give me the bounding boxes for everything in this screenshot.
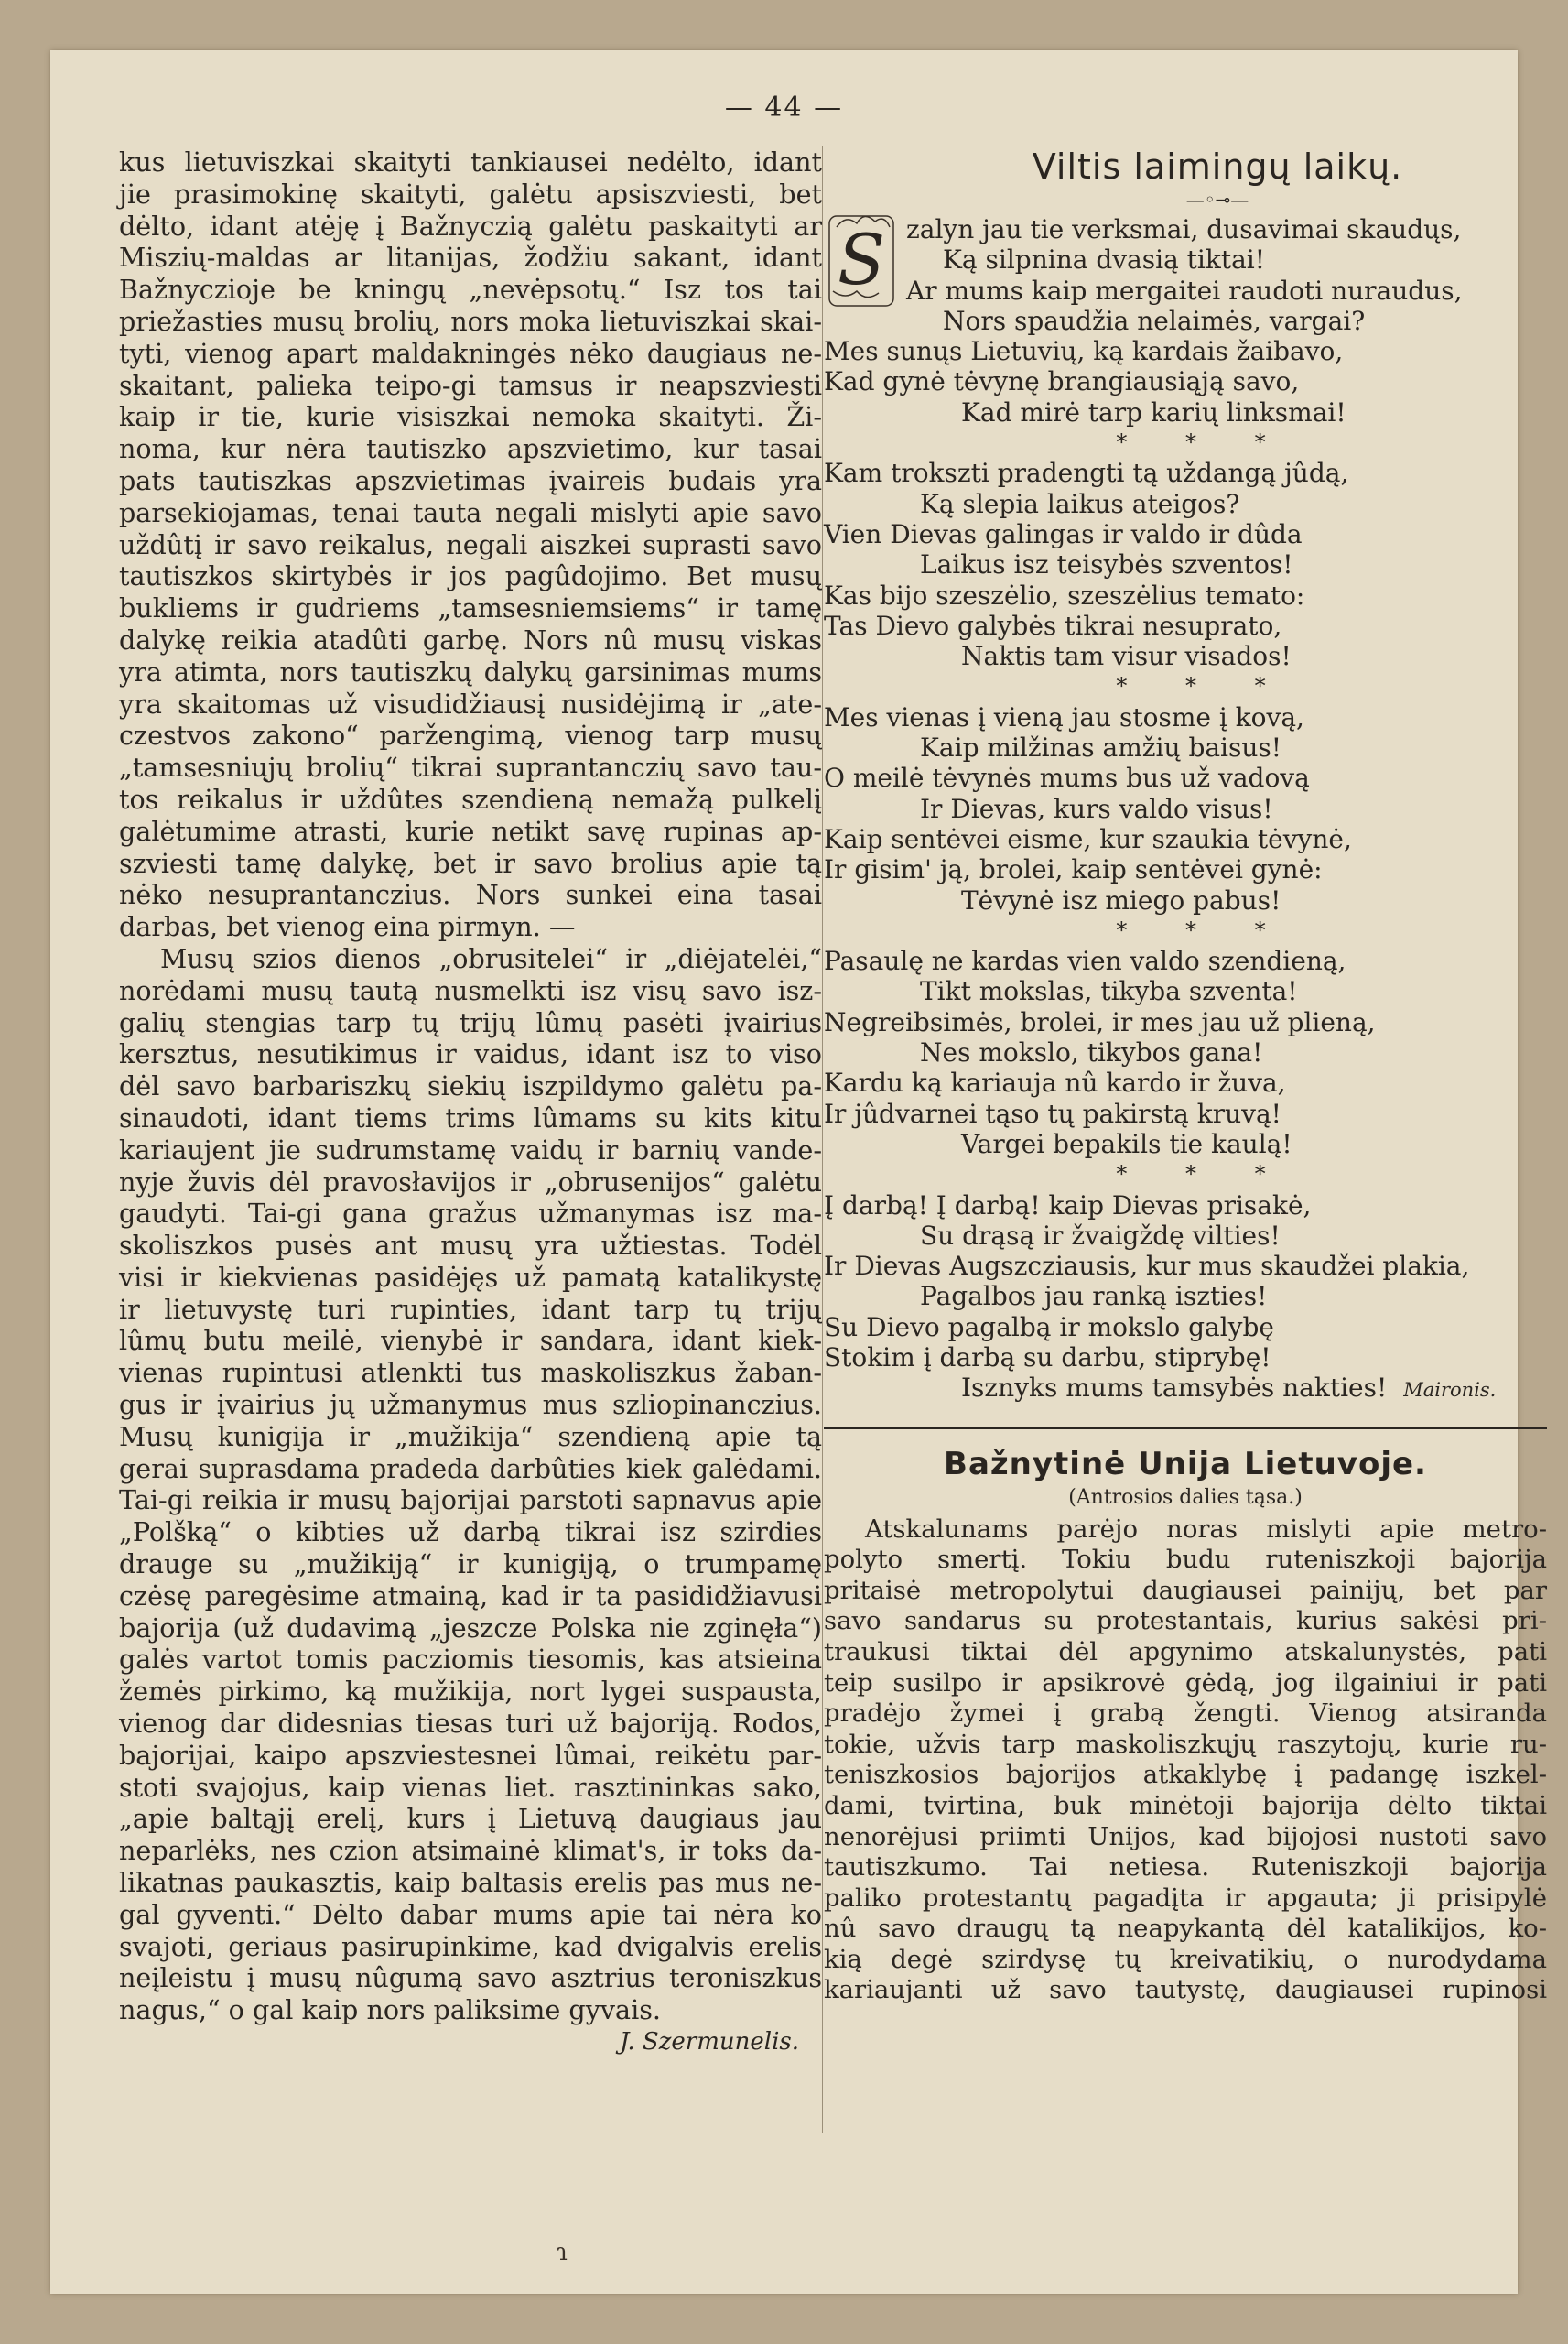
text-line: Bažnyczioje be kningų „nevėpsotų.“ Isz tos tai bbox=[119, 274, 822, 306]
poem-line: Negreibsimės, brolei, ir mes jau už plieną, bbox=[824, 1006, 1376, 1037]
poem-line: Ir Dievas, kurs valdo visus! bbox=[920, 793, 1273, 824]
stanza-separator: * * * bbox=[1116, 1161, 1292, 1188]
text-line: tokie, užvis tarp maskoliszkųjų raszytojų, kurie ru- bbox=[824, 1729, 1547, 1759]
text-line: noma, kur nėra tautiszko apszvietimo, kur tasai bbox=[119, 433, 822, 465]
text-line: sinaudoti, idant tiems trims lûmams su kits kitu bbox=[119, 1101, 822, 1134]
poem-line: Kardu ką kariauja nû kardo ir žuva, bbox=[824, 1068, 1286, 1099]
poem-title: Viltis laimingų laikų. bbox=[1032, 146, 1403, 187]
poem-final-line bbox=[824, 1373, 1547, 1405]
text-line: teip susilpo ir apsikrovė gėdą, jog ilgainiui ir pati bbox=[824, 1667, 1547, 1698]
poem-line: Ar mums kaip mergaitei raudoti nuraudus, bbox=[906, 275, 1463, 306]
text-line: lûmų butu meilė, vienybė ir sandara, idant kiek- bbox=[119, 1325, 822, 1357]
poem-line: Tas Dievo galybės tikrai nesuprato, bbox=[824, 610, 1282, 641]
text-line: savo sandarus su protestantais, kurius sakėsi pri- bbox=[824, 1606, 1547, 1636]
text-line: tyti, vienog apart maldakningės nėko daugiaus ne- bbox=[119, 337, 822, 369]
article-title: Bažnytinė Unija Lietuvoje. bbox=[944, 1445, 1427, 1482]
text-line: uždûtį ir savo reikalus, negali aiszkei suprasti savo bbox=[119, 528, 822, 560]
poem-line: Kaip milžinas amžių baisus! bbox=[920, 732, 1282, 764]
text-line: nenorėjusi priimti Unijos, kad bijojosi nustoti savo bbox=[824, 1821, 1547, 1851]
column-divider bbox=[822, 146, 823, 2133]
text-line: teniszkosios bajorijos atkaklybę į padangę iszkel- bbox=[824, 1760, 1547, 1790]
text-line: stoti svajojus, kaip vienas liet. rasztininkas sako, bbox=[119, 1771, 822, 1803]
poem-line: Ir jûdvarnei tąso tų pakirstą kruvą! bbox=[824, 1098, 1281, 1129]
poem-line: Su Dievo pagalbą ir mokslo galybę bbox=[824, 1311, 1274, 1342]
poem-line: Mes sunųs Lietuvių, ką kardais žaibavo, bbox=[824, 336, 1344, 367]
newspaper-page bbox=[50, 50, 1547, 2294]
stanza-separator: * * * bbox=[1116, 917, 1292, 943]
poem-author: Maironis. bbox=[1403, 1379, 1497, 1402]
text-line: svajoti, geriaus pasirupinkime, kad dvigalvis erelis bbox=[119, 1930, 822, 1962]
text-line: dėl savo barbariszkų siekių iszpildymo galėtu pa- bbox=[119, 1070, 822, 1102]
poem-line: zalyn jau tie verksmai, dusavimai skaudųs, bbox=[906, 214, 1462, 244]
poem-line: Nors spaudžia nelaimės, vargai? bbox=[943, 305, 1366, 336]
right-column bbox=[824, 146, 1547, 2006]
text-line: neparlėks, nes czion atsimainė klimat's, ir toks da- bbox=[119, 1835, 822, 1867]
text-line: Atskalunams parėjo noras mislyti apie metro- bbox=[865, 1514, 1547, 1544]
text-line: galių stengias tarp tų trijų lûmų pasėti įvairius bbox=[119, 1006, 822, 1038]
poem-line: Vargei bepakils tie kaulą! bbox=[961, 1128, 1292, 1159]
text-line: kariaujent jie sudrumstamę vaidų ir barnių vande- bbox=[119, 1134, 822, 1166]
stanza-separator: * * * bbox=[1116, 429, 1292, 456]
text-line: žemės pirkimo, ką mužikija, nort lygei suspausta, bbox=[119, 1676, 822, 1708]
text-line: nû savo draugų tą neapykantą dėl katalikijos, ko- bbox=[824, 1914, 1547, 1944]
text-line: skoliszkos pusės ant musų yra užtiestas. Todėl bbox=[119, 1230, 822, 1262]
poem-line: Ir gisim' ją, brolei, kaip sentėvei gynė: bbox=[824, 854, 1323, 885]
text-line: galės vartot tomis pacziomis tiesomis, kas atsieina bbox=[119, 1644, 822, 1676]
text-line: „apie baltąjį erelį, kurs į Lietuvą daugiaus jau bbox=[119, 1803, 822, 1835]
text-line: darbas, bet vienog eina pirmyn. — bbox=[119, 911, 576, 943]
text-line: traukusi tiktai dėl apgynimo atskalunystės, pati bbox=[824, 1636, 1547, 1666]
poem-line: Laikus isz teisybės szventos! bbox=[920, 549, 1293, 581]
text-line: szviesti tamę dalykę, bet ir savo brolius apie tą bbox=[119, 847, 822, 879]
text-line: vienog dar didesnias tiesas turi už bajoriją. Rodos, bbox=[119, 1708, 822, 1740]
stanza-separator: * * * bbox=[1116, 673, 1292, 700]
title-ornament: —◦⊸— bbox=[1185, 189, 1249, 211]
text-line: visi ir kiekvienas pasidėjęs už pamatą katalikystę bbox=[119, 1261, 822, 1293]
text-line: tos reikalus ir uždûtes szendieną nemažą pulkelį bbox=[119, 783, 822, 815]
text-line: paliko protestantų pagadįta ir apgauta; ji prisipylė bbox=[824, 1883, 1547, 1913]
ornamental-dropcap-icon bbox=[824, 209, 899, 311]
poem-body bbox=[824, 214, 1547, 1406]
poem-line: Tikt mokslas, tikyba szventa! bbox=[920, 976, 1298, 1007]
poem-line: Mes vienas į vieną jau stosme į kovą, bbox=[824, 701, 1304, 732]
poem-line: O meilė tėvynės mums bus už vadovą bbox=[824, 763, 1310, 794]
poem-line: Naktis tam visur visados! bbox=[961, 641, 1292, 672]
text-line: kus lietuviszkai skaityti tankiausei nedėlto, idant bbox=[119, 146, 822, 178]
text-line: bajorijai, kaipo apszviestesnei lûmai, reikėtu par- bbox=[119, 1739, 822, 1771]
text-line: dami, tvirtina, buk minėtoji bajorija dėlto tiktai bbox=[824, 1790, 1547, 1820]
text-line: czestvos zakono“ paržengimą, vienog tarp musų bbox=[119, 720, 822, 752]
poem-line: Vien Dievas galingas ir valdo ir dûda bbox=[824, 518, 1303, 549]
text-line: neįleistu į musų nûgumą savo asztrius teroniszkus bbox=[119, 1962, 822, 1994]
poem-line: Pasaulę ne kardas vien valdo szendieną, bbox=[824, 946, 1346, 977]
left-column bbox=[119, 146, 822, 2056]
text-line: skaitant, palieka teipo-gi tamsus ir neapszviesti bbox=[119, 369, 822, 401]
text-line: nyje žuvis dėl pravosłavijos ir „obrusenijos“ galėtu bbox=[119, 1166, 822, 1198]
text-line: dalykę reikia atadûti garbę. Nors nû musų viskas bbox=[119, 624, 822, 656]
text-line: pradėjo žymei į grabą žengti. Vienog atsiranda bbox=[824, 1698, 1547, 1729]
text-line: Musų kunigija ir „mužikija“ szendieną apie tą bbox=[119, 1420, 822, 1452]
text-line: polyto smertį. Tokiu budu ruteniszkoji bajorija bbox=[824, 1545, 1547, 1575]
article-signature: J. Szermunelis. bbox=[619, 2028, 799, 2056]
text-line: kersztus, nesutikimus ir vaidus, idant isz to viso bbox=[119, 1038, 822, 1070]
text-line: „tamsesniųjų brolių“ tikrai suprantanczių savo tau- bbox=[119, 752, 822, 784]
text-line: bajorija (už dudavimą „jeszcze Polska nie zginęła“) bbox=[119, 1612, 822, 1644]
text-line: kią degė szirdysę tų kreivatikių, o nurodydama bbox=[824, 1944, 1547, 1974]
article-body-text bbox=[824, 1514, 1547, 2007]
poem-line: Kas bijo szeszėlio, szeszėlius temato: bbox=[824, 580, 1305, 611]
poem-line: Ką slepia laikus ateigos? bbox=[920, 488, 1240, 519]
text-line: „Polšką“ o kibties už darbą tikrai isz szirdies bbox=[119, 1516, 822, 1548]
poem-line: Kaip sentėvei eisme, kur szaukia tėvynė, bbox=[824, 823, 1352, 854]
poem-line: Kad gynė tėvynę brangiausiąją savo, bbox=[824, 366, 1300, 397]
poem-line: Kad mirė tarp karių linksmai! bbox=[961, 396, 1346, 428]
text-line: bukliems ir gudriems „tamsesniemsiems“ ir tamę bbox=[119, 592, 822, 624]
text-line: ir lietuvystę turi rupinties, idant tarp tų trijų bbox=[119, 1293, 822, 1325]
text-line: gaudyti. Tai-gi gana gražus užmanymas isz ma- bbox=[119, 1198, 822, 1230]
text-line: czėsę paregėsime atmainą, kad ir ta pasididžiavusi bbox=[119, 1579, 822, 1612]
text-line: drauge su „mužikiją“ ir kunigiją, o trumpamę bbox=[119, 1548, 822, 1580]
text-line: pritaisė metropolytui daugiausei painijų, bet par bbox=[824, 1575, 1547, 1605]
article-continuation-text bbox=[119, 146, 822, 2026]
text-line: tautiszkumo. Tai netiesa. Ruteniszkoji bajorija bbox=[824, 1852, 1547, 1883]
text-line: nėko nesuprantanczius. Nors sunkei eina tasai bbox=[119, 879, 822, 911]
article-subtitle: (Antrosios dalies tąsa.) bbox=[1068, 1485, 1303, 1509]
poem-line: Pagalbos jau ranką iszties! bbox=[920, 1281, 1268, 1312]
poem-line: Į darbą! Į darbą! kaip Dievas prisakė, bbox=[824, 1189, 1312, 1221]
text-line: dėlto, idant atėję į Bažnyczią galėtu paskaityti ar bbox=[119, 210, 822, 242]
text-line: gus ir įvairius jų užmanymus mus szliopinanczius. bbox=[119, 1389, 822, 1421]
dropcap-letter: S bbox=[837, 219, 886, 300]
text-line: vienas rupintusi atlenkti tus maskoliszkus žaban- bbox=[119, 1357, 822, 1389]
text-line: Tai-gi reikia ir musų bajorijai parstoti sapnavus apie bbox=[119, 1484, 822, 1516]
text-line: jie prasimokinę skaityti, galėtu apsiszviesti, bet bbox=[119, 178, 822, 210]
text-line: tautiszkos skirtybės ir jos pagûdojimo. Bet musų bbox=[119, 560, 822, 592]
text-line: Musų szios dienos „obrusitelei“ ir „diėjatelėi,“ bbox=[160, 942, 822, 974]
text-line: yra skaitomas už visudidžiausį nusidėjimą ir „ate- bbox=[119, 688, 822, 720]
stray-ink-mark: ɿ bbox=[557, 2239, 568, 2266]
poem-line: Su drąsą ir žvaigždę vilties! bbox=[920, 1220, 1281, 1251]
text-line: priežasties musų brolių, nors moka lietuviszkai skai- bbox=[119, 305, 822, 337]
text-line: norėdami musų tautą nusmelkti isz visų savo isz- bbox=[119, 974, 822, 1006]
text-line: nagus,“ o gal kaip nors paliksime gyvais. bbox=[119, 1994, 661, 2026]
poem-line: Kam trokszti pradengti tą uždangą jûdą, bbox=[824, 458, 1349, 489]
poem-line: Ir Dievas Augszcziausis, kur mus skaudžei plakia, bbox=[824, 1251, 1470, 1282]
text-line: pats tautiszkas apszvietimas įvaireis budais yra bbox=[119, 464, 822, 496]
poem-line: Stokim į darbą su darbu, stiprybę! bbox=[824, 1341, 1271, 1373]
poem-line: Ką silpnina dvasią tiktai! bbox=[943, 244, 1266, 276]
text-line: kaip ir tie, kurie visiszkai nemoka skaityti. Ži- bbox=[119, 401, 822, 433]
text-line: yra atimta, nors tautiszkų dalykų garsinimas mums bbox=[119, 656, 822, 688]
poem-line: Nes mokslo, tikybos gana! bbox=[920, 1037, 1263, 1069]
text-line: gerai suprasdama pradeda darbûties kiek galėdami. bbox=[119, 1452, 822, 1484]
poem-line: Tėvynė isz miego pabus! bbox=[961, 884, 1281, 916]
text-line: gal gyventi.“ Dėlto dabar mums apie tai nėra ko bbox=[119, 1898, 822, 1930]
text-line: Miszių-maldas ar litanijas, žodžiu sakant, idant bbox=[119, 242, 822, 274]
text-line: likatnas paukasztis, kaip baltasis erelis pas mus ne- bbox=[119, 1867, 822, 1899]
page-number: — 44 — bbox=[724, 92, 844, 124]
text-line: galėtumime atrasti, kurie netikt savę rupinas ap- bbox=[119, 815, 822, 847]
section-rule bbox=[824, 1427, 1547, 1429]
text-line: parsekiojamas, tenai tauta negali mislyti apie savo bbox=[119, 496, 822, 528]
poem-line: Isznyks mums tamsybės nakties! bbox=[961, 1373, 1388, 1404]
text-line: kariaujanti už savo tautystę, daugiausei rupinosi bbox=[824, 1975, 1547, 2005]
